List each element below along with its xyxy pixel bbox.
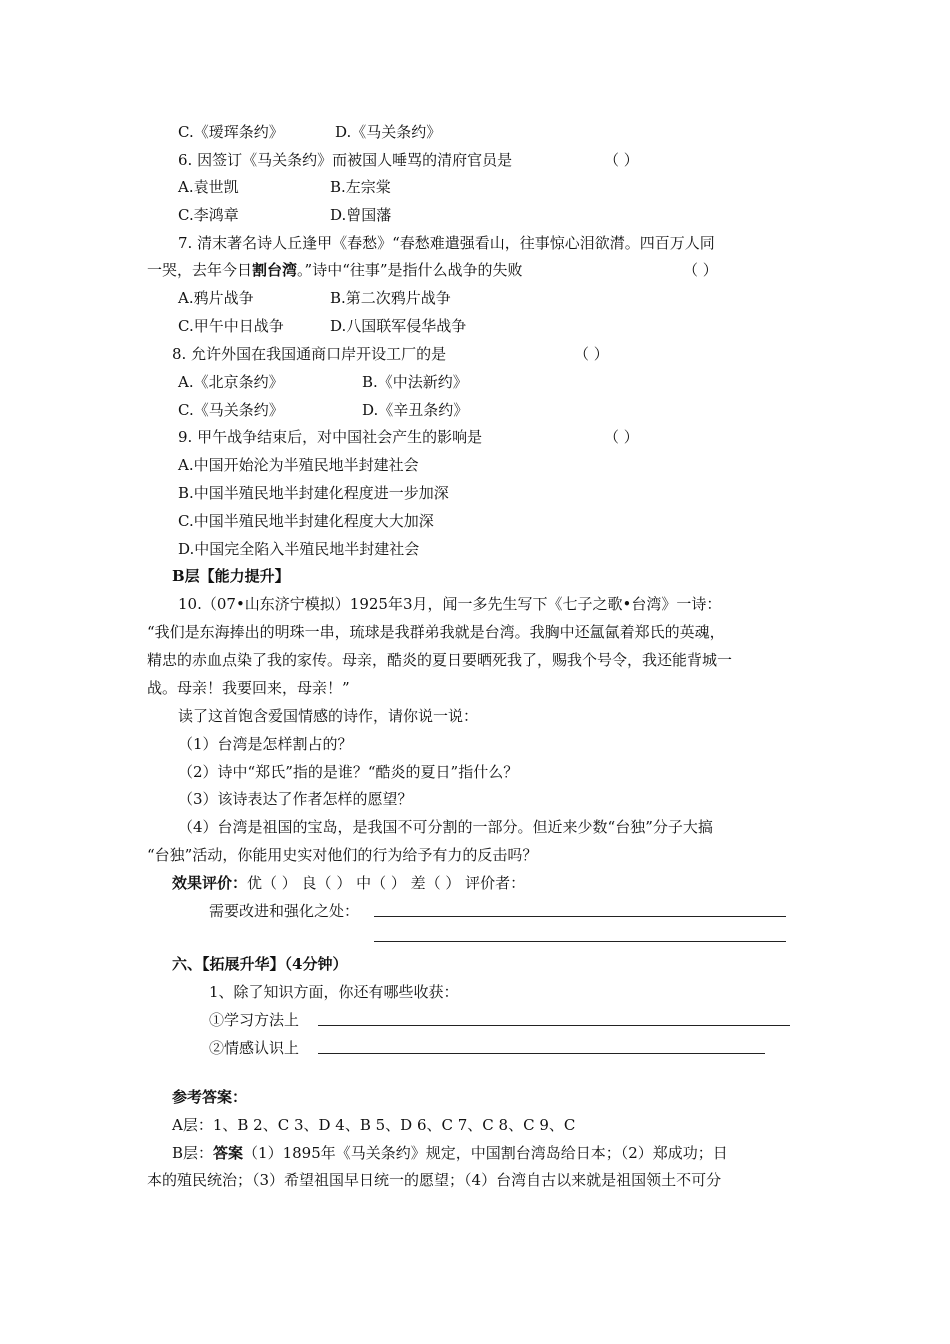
q8-option-b: B.《中法新约》	[362, 373, 468, 391]
q8-answer-paren: （ ）	[574, 345, 609, 363]
q10-line2: “我们是东海捧出的明珠一串，琉球是我群弟我就是台湾。我胸中还氲氤着郑氏的英魂，	[147, 623, 725, 641]
q6-stem: 6. 因签订《马关条约》而被国人唾骂的清府官员是	[178, 151, 513, 169]
answers-a-layer: A层：1、B 2、C 3、D 4、B 5、D 6、C 7、C 8、C 9、C	[172, 1116, 576, 1134]
evaluation-options: 优（ ） 良（ ） 中（ ） 差（ ） 评价者：	[247, 874, 526, 892]
q10-sub2: （2）诗中“郑氏”指的是谁？“酷炎的夏日”指什么？	[178, 763, 519, 781]
answers-b-bold: 答案	[213, 1144, 244, 1162]
q9-option-a: A.中国开始沦为半殖民地半封建社会	[178, 456, 419, 474]
answers-b-layer-line1	[172, 1143, 728, 1163]
q7-line2-bold: 割台湾	[252, 261, 298, 279]
method-answer-line[interactable]	[318, 1025, 790, 1026]
q7-option-d: D.八国联军侵华战争	[330, 317, 467, 335]
q9-option-c: C.中国半殖民地半封建化程度大大加深	[178, 512, 434, 530]
q6-option-d: D.曾国藩	[330, 206, 392, 224]
q8-stem: 8. 允许外国在我国通商口岸开设工厂的是	[172, 345, 447, 363]
q7-option-c: C.甲午中日战争	[178, 317, 284, 335]
q8-option-c: C.《马关条约》	[178, 401, 284, 419]
q10-sub3: （3）该诗表达了作者怎样的愿望？	[178, 790, 413, 808]
section-b-title: B层【能力提升】	[172, 567, 290, 585]
q7-line2-pre: 一哭，去年今日	[147, 261, 253, 279]
q6-option-a: A.袁世凯	[178, 178, 239, 196]
section-6-title: 六、【拓展升华】（4分钟）	[172, 955, 348, 973]
q7-line2-post: 。”诗中“往事”是指什么战争的失败	[297, 261, 523, 279]
evaluation-row	[172, 873, 525, 893]
q10-sub4-line1: （4）台湾是祖国的宝岛，是我国不可分割的一部分。但近来少数“台独”分子大搞	[178, 818, 713, 836]
answers-title: 参考答案：	[172, 1088, 248, 1106]
improve-answer-line-1[interactable]	[374, 916, 786, 917]
q5-option-c: C.《瑷珲条约》	[178, 123, 284, 141]
q6-option-b: B.左宗棠	[330, 178, 391, 196]
q10-line4: 战。母亲！我要回来，母亲！”	[147, 679, 350, 697]
q7-stem-line1: 7. 清末著名诗人丘逢甲《春愁》“春愁难遣强看山，往事惊心泪欲潸。四百万人同	[178, 234, 715, 252]
answers-b-prefix: B层：	[172, 1144, 214, 1162]
q10-prompt: 读了这首饱含爱国情感的诗作，请你说一说：	[178, 707, 479, 725]
section-6-question: 1、除了知识方面，你还有哪些收获：	[209, 983, 459, 1001]
q10-line1: 10.（07•山东济宁模拟）1925年3月，闻一多先生写下《七子之歌•台湾》一诗：	[178, 595, 722, 613]
q9-option-d: D.中国完全陷入半殖民地半封建社会	[178, 540, 420, 558]
improve-label: 需要改进和强化之处：	[209, 902, 360, 920]
method-label: ①学习方法上	[209, 1011, 300, 1029]
q8-option-d: D.《辛丑条约》	[362, 401, 469, 419]
q9-stem: 9. 甲午战争结束后，对中国社会产生的影响是	[178, 428, 483, 446]
emotion-answer-line[interactable]	[318, 1053, 765, 1054]
q6-answer-paren: （ ）	[604, 151, 639, 169]
q6-option-c: C.李鸿章	[178, 206, 239, 224]
q7-stem-line2	[147, 260, 523, 280]
answers-b-text1: （1）1895年《马关条约》规定，中国割台湾岛给日本；（2）郑成功；日	[243, 1144, 728, 1162]
answers-b-layer-line2: 本的殖民统治；（3）希望祖国早日统一的愿望；（4）台湾自古以来就是祖国领土不可分	[147, 1171, 722, 1189]
q10-sub4-line2: “台独”活动，你能用史实对他们的行为给予有力的反击吗？	[147, 846, 538, 864]
q5-option-d: D.《马关条约》	[335, 123, 442, 141]
q7-option-b: B.第二次鸦片战争	[330, 289, 451, 307]
q7-option-a: A.鸦片战争	[178, 289, 254, 307]
q7-answer-paren: （ ）	[683, 261, 718, 279]
q10-line3: 精忠的赤血点染了我的家传。母亲，酷炎的夏日要晒死我了，赐我个号令，我还能背城一	[147, 651, 733, 669]
q9-option-b: B.中国半殖民地半封建化程度进一步加深	[178, 484, 449, 502]
evaluation-label: 效果评价：	[172, 874, 248, 892]
emotion-label: ②情感认识上	[209, 1039, 300, 1057]
q8-option-a: A.《北京条约》	[178, 373, 284, 391]
q9-answer-paren: （ ）	[604, 428, 639, 446]
improve-answer-line-2[interactable]	[374, 941, 786, 942]
q10-sub1: （1）台湾是怎样割占的？	[178, 735, 353, 753]
